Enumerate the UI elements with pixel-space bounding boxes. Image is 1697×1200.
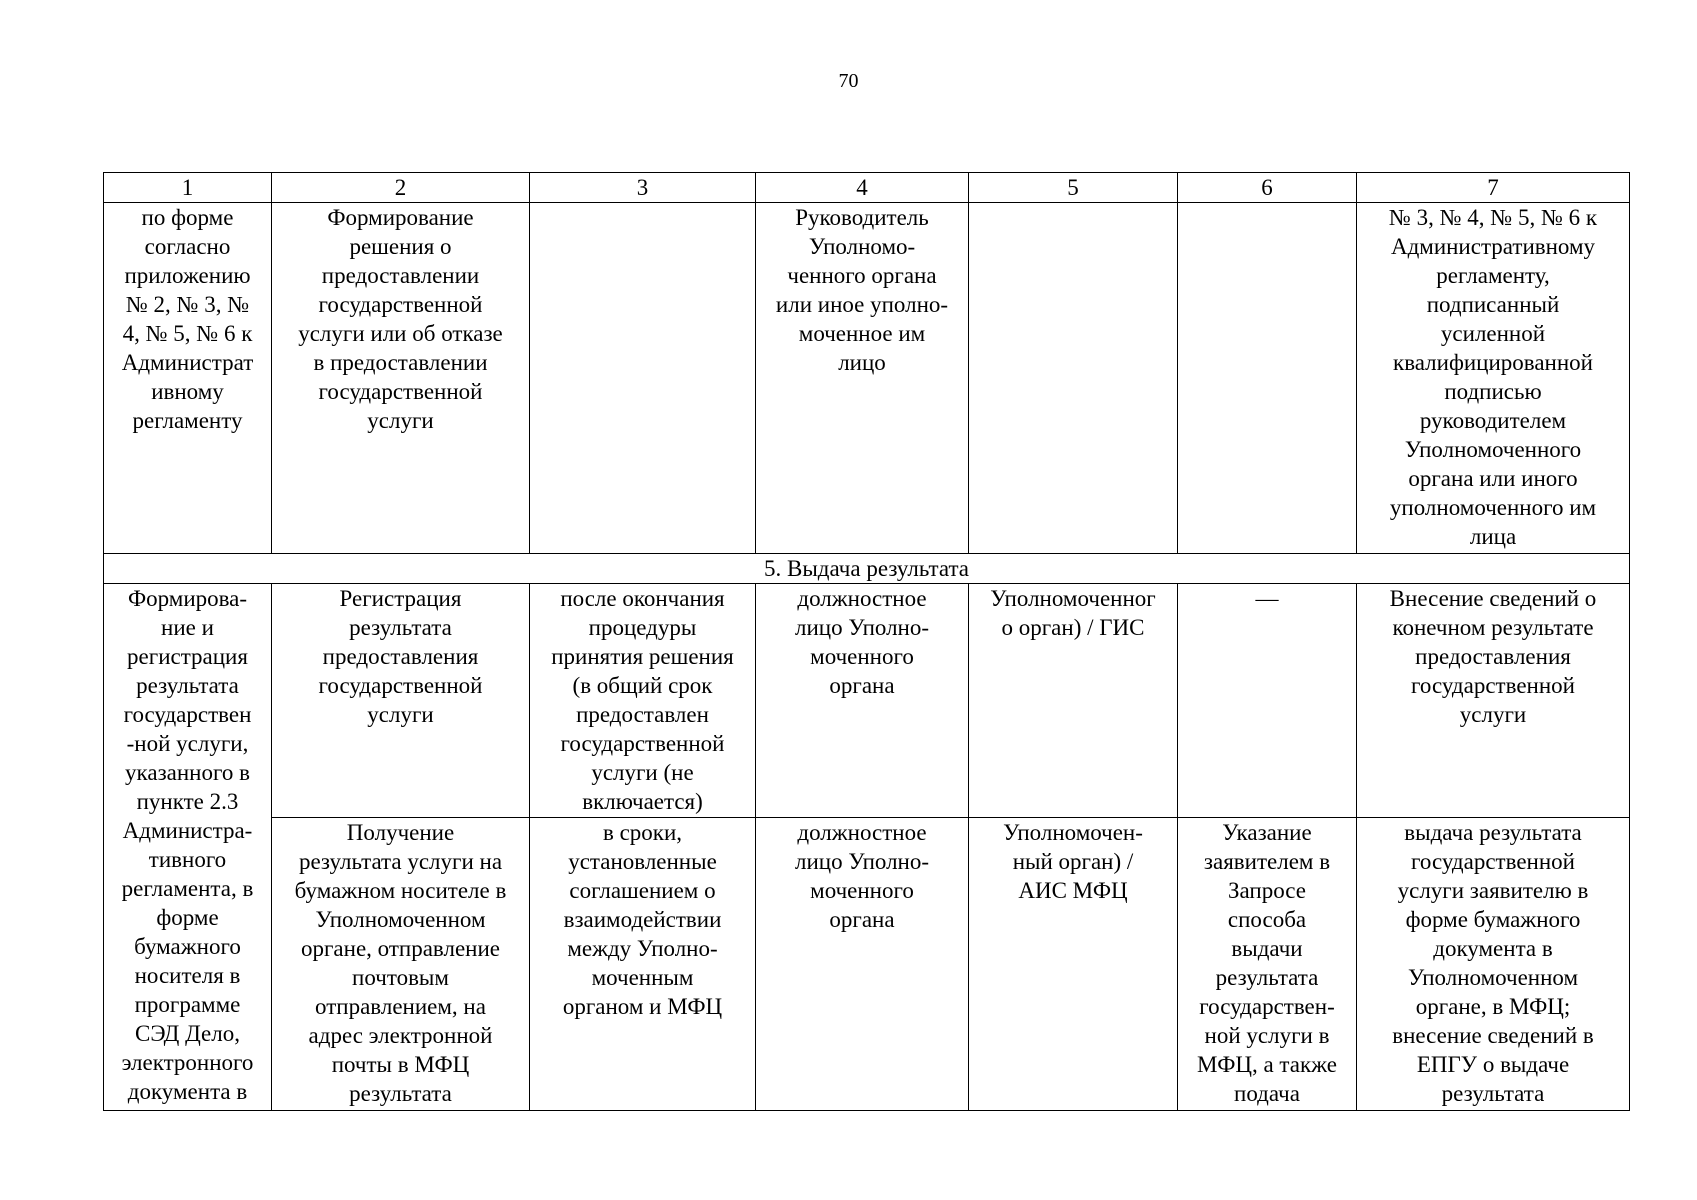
table-cell	[1178, 584, 1357, 818]
table-cell	[756, 203, 969, 554]
table-cell	[756, 818, 969, 1111]
cell-text: по форме согласно приложению № 2, № 3, № 4, № 5, № 6 к Администрат ивному регламенту	[121, 205, 254, 433]
cell-text: должностное лицо Уполно- моченного органа	[794, 820, 930, 932]
cell-text: Внесение сведений о конечном результате предоставления государственной услуги	[1389, 586, 1597, 727]
table-cell	[1357, 584, 1630, 818]
table-row	[104, 203, 1630, 554]
cell-text: Регистрация результата предоставления государственной услуги	[318, 586, 483, 727]
table-cell	[272, 818, 530, 1111]
cell-text: Уполномоченног о орган) / ГИС	[990, 586, 1156, 640]
column-number-3: 3	[530, 173, 756, 203]
table-row	[104, 818, 1630, 1111]
table-cell	[969, 203, 1178, 554]
column-number-7: 7	[1357, 173, 1630, 203]
cell-text: в сроки, установленные соглашением о взаимодействии между Уполно- моченным органом и МФЦ	[562, 820, 723, 1019]
column-number-4: 4	[756, 173, 969, 203]
dash-text: —	[1255, 586, 1279, 611]
table-cell	[530, 818, 756, 1111]
cell-text: Формирова- ние и регистрация результата государствен -ной услуги, указанного в пункте 2.3 Администра- тивного регламента, в форме бумажного носителя в программе СЭД Дело, электронного документа в	[121, 586, 254, 1104]
cell-text: № 3, № 4, № 5, № 6 к Административному регламенту, подписанный усиленной квалифицированной подписью руководителем Уполномоченного органа или иного уполномоченного им лица	[1388, 205, 1598, 549]
cell-text: Указание заявителем в Запросе способа выдачи результата государствен- ной услуги в МФЦ, а также подача	[1197, 820, 1337, 1106]
table-cell	[1357, 818, 1630, 1111]
cell-text: Руководитель Уполномо- ченного органа или иное уполно- моченное им лицо	[775, 205, 949, 375]
section-title: 5. Выдача результата	[104, 554, 1630, 584]
table-cell	[1178, 818, 1357, 1111]
cell-text: выдача результата государственной услуги заявителю в форме бумажного документа в Уполномоченном органе, в МФЦ; внесение сведений в ЕПГУ о выдаче результата	[1392, 820, 1594, 1106]
cell-text: Формирование решения о предоставлении государственной услуги или об отказе в предоставлении государственной услуги	[298, 205, 503, 433]
section-row	[104, 554, 1630, 584]
table-header-row	[104, 173, 1630, 203]
table-cell	[104, 584, 272, 1111]
table-cell	[756, 584, 969, 818]
cell-text: должностное лицо Уполно- моченного органа	[794, 586, 930, 698]
table-cell	[272, 584, 530, 818]
table-cell	[969, 584, 1178, 818]
column-number-5: 5	[969, 173, 1178, 203]
table-cell	[1357, 203, 1630, 554]
regulation-table	[103, 172, 1630, 1111]
cell-text: после окончания процедуры принятия решения (в общий срок предоставлен государственной услуги (не включается)	[551, 586, 734, 814]
cell-text: Получение результата услуги на бумажном носителе в Уполномоченном органе, отправление почтовым отправлением, на адрес электронной почты в МФЦ результата	[294, 820, 507, 1106]
table-cell	[272, 203, 530, 554]
table-cell	[104, 203, 272, 554]
table-cell	[1178, 203, 1357, 554]
column-number-2: 2	[272, 173, 530, 203]
table-cell	[969, 818, 1178, 1111]
table-cell	[530, 584, 756, 818]
table-cell	[530, 203, 756, 554]
column-number-6: 6	[1178, 173, 1357, 203]
column-number-1: 1	[104, 173, 272, 203]
table-row	[104, 584, 1630, 818]
page-number: 70	[838, 70, 859, 92]
cell-text: Уполномочен- ный орган) / АИС МФЦ	[1003, 820, 1143, 903]
